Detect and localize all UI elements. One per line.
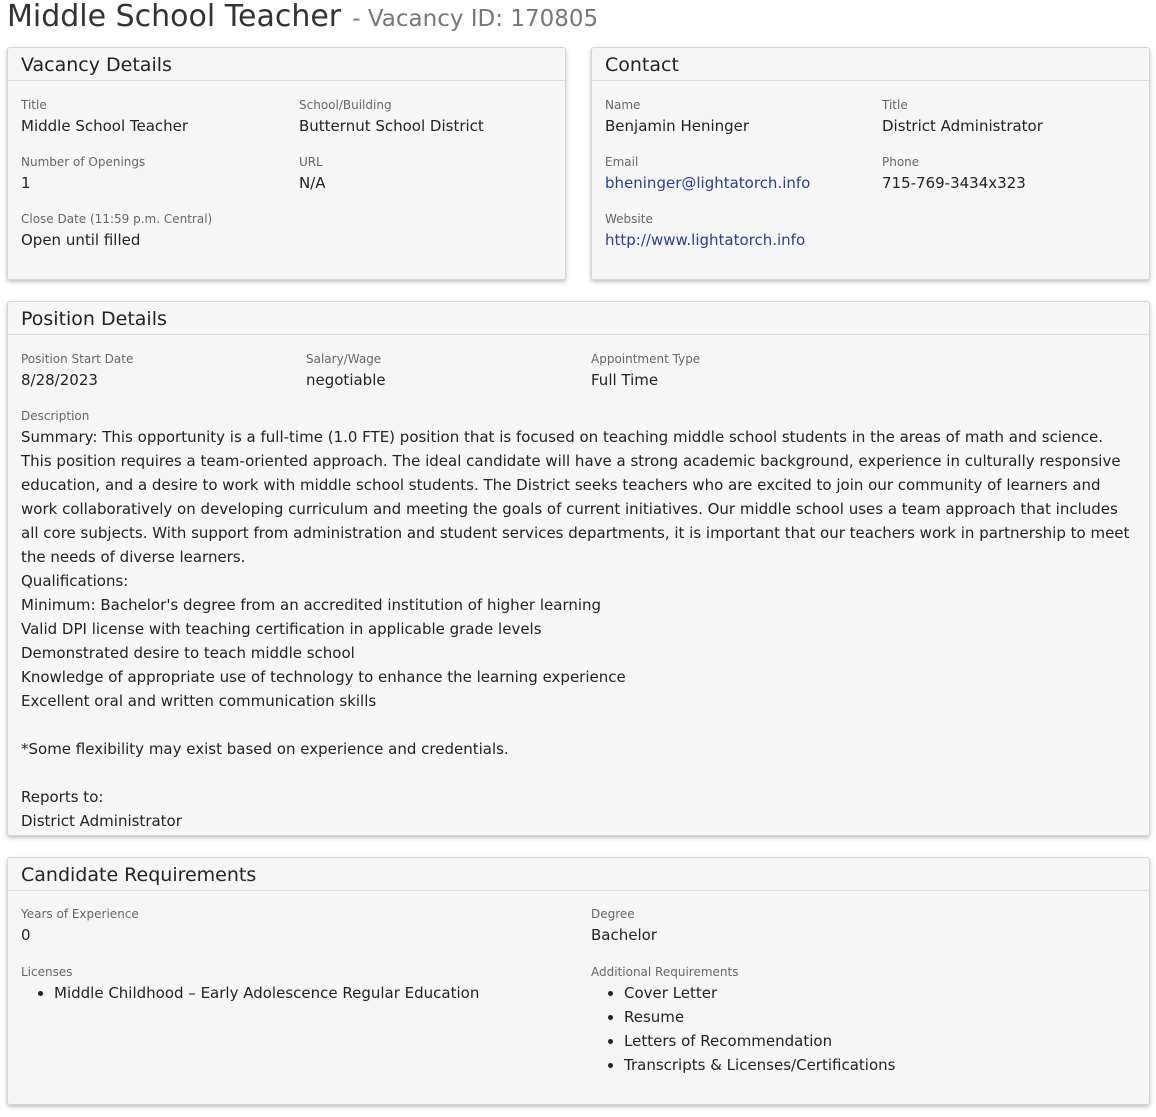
- contact-panel: [591, 47, 1150, 280]
- degree-value: Bachelor: [591, 926, 657, 944]
- licenses-field: [21, 964, 479, 1005]
- additional-requirements-field: [591, 964, 895, 1077]
- additional-requirements-list: [591, 981, 895, 1077]
- page-header: [7, 0, 598, 40]
- vacancy-title-field: [21, 97, 188, 138]
- school-building-field: [299, 97, 484, 138]
- contact-name-label: Name: [605, 98, 641, 112]
- contact-name-field: [605, 97, 749, 138]
- salary-field: [306, 351, 386, 392]
- close-date-label: Close Date (11:59 p.m. Central): [21, 212, 213, 226]
- degree-label: Degree: [591, 907, 635, 921]
- licenses-list: [21, 981, 479, 1005]
- contact-website-link[interactable]: http://www.lightatorch.info: [605, 231, 806, 249]
- contact-title-value: District Administrator: [882, 117, 1043, 135]
- position-details-panel: [7, 301, 1150, 836]
- url-value: N/A: [299, 174, 326, 192]
- experience-value: 0: [21, 926, 31, 944]
- contact-name-value: Benjamin Heninger: [605, 117, 750, 135]
- school-building-label: School/Building: [299, 98, 392, 112]
- openings-value: 1: [21, 174, 31, 192]
- contact-title-field: [882, 97, 1043, 138]
- start-date-field: [21, 351, 133, 392]
- contact-title: Contact: [592, 48, 1149, 81]
- openings-field: [21, 154, 145, 195]
- close-date-value: Open until filled: [21, 231, 141, 249]
- close-date-field: [21, 211, 212, 252]
- description-label: Description: [21, 409, 90, 423]
- contact-phone-label: Phone: [882, 155, 920, 169]
- school-building-value: Butternut School District: [299, 117, 484, 135]
- start-date-value: 8/28/2023: [21, 371, 98, 389]
- contact-email-link[interactable]: bheninger@lightatorch.info: [605, 174, 811, 192]
- url-field: [299, 154, 326, 195]
- vacancy-title-value: Middle School Teacher: [21, 117, 189, 135]
- page-title: Middle School Teacher: [7, 0, 342, 34]
- salary-label: Salary/Wage: [306, 352, 382, 366]
- vacancy-details-title: Vacancy Details: [8, 48, 565, 81]
- list-item: • Cover Letter: [624, 981, 895, 1005]
- vacancy-details-panel: [7, 47, 566, 280]
- candidate-requirements-title: Candidate Requirements: [8, 858, 1149, 891]
- description-field: [21, 408, 1131, 833]
- appointment-type-field: [591, 351, 700, 392]
- additional-requirements-label: Additional Requirements: [591, 965, 739, 979]
- vacancy-title-label: Title: [21, 98, 47, 112]
- contact-title-label: Title: [882, 98, 908, 112]
- list-item: • Transcripts & Licenses/Certifications: [624, 1053, 895, 1077]
- candidate-requirements-panel: [7, 857, 1150, 1105]
- contact-website-label: Website: [605, 212, 653, 226]
- url-label: URL: [299, 155, 323, 169]
- vacancy-id: - Vacancy ID: 170805: [352, 6, 599, 32]
- contact-email-label: Email: [605, 155, 639, 169]
- list-item: • Resume: [624, 1005, 895, 1029]
- list-item: • Middle Childhood – Early Adolescence Regular Education: [54, 981, 479, 1005]
- contact-website-field: [605, 211, 805, 252]
- contact-phone-field: [882, 154, 1026, 195]
- list-item: • Letters of Recommendation: [624, 1029, 895, 1053]
- contact-phone-value: 715-769-3434x323: [882, 174, 1026, 192]
- contact-email-field: [605, 154, 810, 195]
- licenses-label: Licenses: [21, 965, 73, 979]
- position-details-title: Position Details: [8, 302, 1149, 335]
- description-text: Summary: This opportunity is a full-time (1.0 FTE) position that is focused on teaching middle school students in the areas of math and science. This position requires a team-oriented approach. The ideal candidate will have a strong academic background, experience in culturally responsive education, and a desire to work with middle school students. The District seeks teachers who are excited to join our community of learners and work collaboratively on developing curriculum and meeting the goals of current initiatives. Our middle school uses a team approach that includes all core subjects. With support from administration and student services departments, it is important that our teachers work in partnership to meet the needs of diverse learners. Qualifications: Minimum: Bachelor's degree from an accredited institution of higher learning Valid DPI license with teaching certification in applicable grade levels Demonstrated desire to teach middle school Knowledge of appropriate use of technology to enhance the learning experience Excellent oral and written communication skills *Some flexibility may exist based on experience and credentials. Reports to: District Administrator: [21, 428, 1130, 830]
- experience-field: [21, 906, 139, 947]
- degree-field: [591, 906, 657, 947]
- appointment-type-label: Appointment Type: [591, 352, 701, 366]
- appointment-type-value: Full Time: [591, 371, 659, 389]
- experience-label: Years of Experience: [21, 907, 139, 921]
- salary-value: negotiable: [306, 371, 386, 389]
- start-date-label: Position Start Date: [21, 352, 134, 366]
- openings-label: Number of Openings: [21, 155, 146, 169]
